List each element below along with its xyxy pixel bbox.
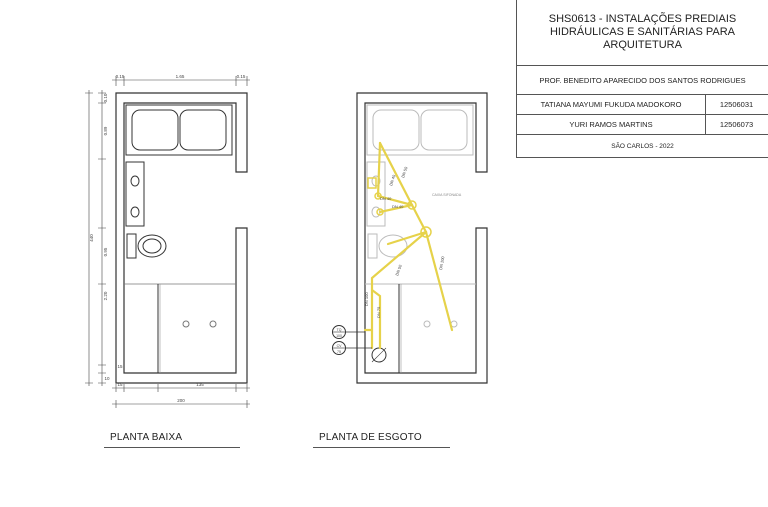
- label-underline: [104, 447, 240, 448]
- student-id: 12506031: [719, 100, 754, 109]
- toilet-icon: [127, 234, 166, 258]
- dim-label: 2.20: [103, 291, 108, 301]
- dim-label: 1.65: [175, 74, 185, 79]
- dim-label: 15: [117, 382, 123, 387]
- student-id: 12506073: [719, 120, 754, 129]
- city-year: SÃO CARLOS - 2022: [611, 142, 674, 150]
- fixture-label: CAIXA SIFONADA: [432, 193, 462, 197]
- pipe-label: DN 40: [388, 173, 397, 187]
- marker-text: TQ: [336, 328, 342, 332]
- pipe-label: DN 50: [400, 165, 409, 179]
- pipe-label: DN 100: [438, 255, 446, 271]
- floor-plan-label: PLANTA BAIXA: [110, 432, 183, 443]
- sink-icon: [126, 162, 144, 226]
- bathtub-icon: [126, 105, 232, 155]
- dim-label: 0.10: [103, 93, 108, 103]
- pipe-label: DN 100: [364, 292, 369, 306]
- dimension-labels: [89, 74, 246, 403]
- dim-label: 200: [177, 398, 185, 403]
- pipe-label: DN 75: [376, 306, 381, 318]
- dim-label: 135: [196, 382, 204, 387]
- sewer-plan: [333, 93, 488, 383]
- course-title: SHS0613 - INSTALAÇÕES PREDIAIS HIDRÁULICAS E SANITÁRIAS PARA ARQUITETURA: [517, 0, 768, 66]
- dim-label: 0.15: [115, 74, 125, 79]
- floor-plan: [85, 76, 250, 408]
- student-name: YURI RAMOS MARTINS: [517, 115, 706, 134]
- dim-label: 0.15: [236, 74, 246, 79]
- dim-label: 0.89: [103, 126, 108, 136]
- student-name: TATIANA MAYUMI FUKUDA MADOKORO: [517, 95, 706, 114]
- marker-text: 75: [337, 350, 341, 354]
- marker-text: CV: [336, 344, 342, 348]
- pipe-label: DN 40: [392, 204, 404, 209]
- pipe-label: DN 40: [380, 196, 392, 201]
- marker-text: 100: [336, 334, 342, 338]
- sewer-plan-label: PLANTA DE ESGOTO: [319, 432, 422, 443]
- dim-label: 15: [117, 364, 123, 369]
- dim-label: 0.95: [103, 247, 108, 257]
- pipe-label: DN 50: [394, 263, 403, 277]
- dim-label: 440: [89, 234, 94, 242]
- professor-name: PROF. BENEDITO APARECIDO DOS SANTOS RODRIGUES: [517, 66, 768, 95]
- dim-label: 10: [104, 376, 110, 381]
- label-underline: [313, 447, 450, 448]
